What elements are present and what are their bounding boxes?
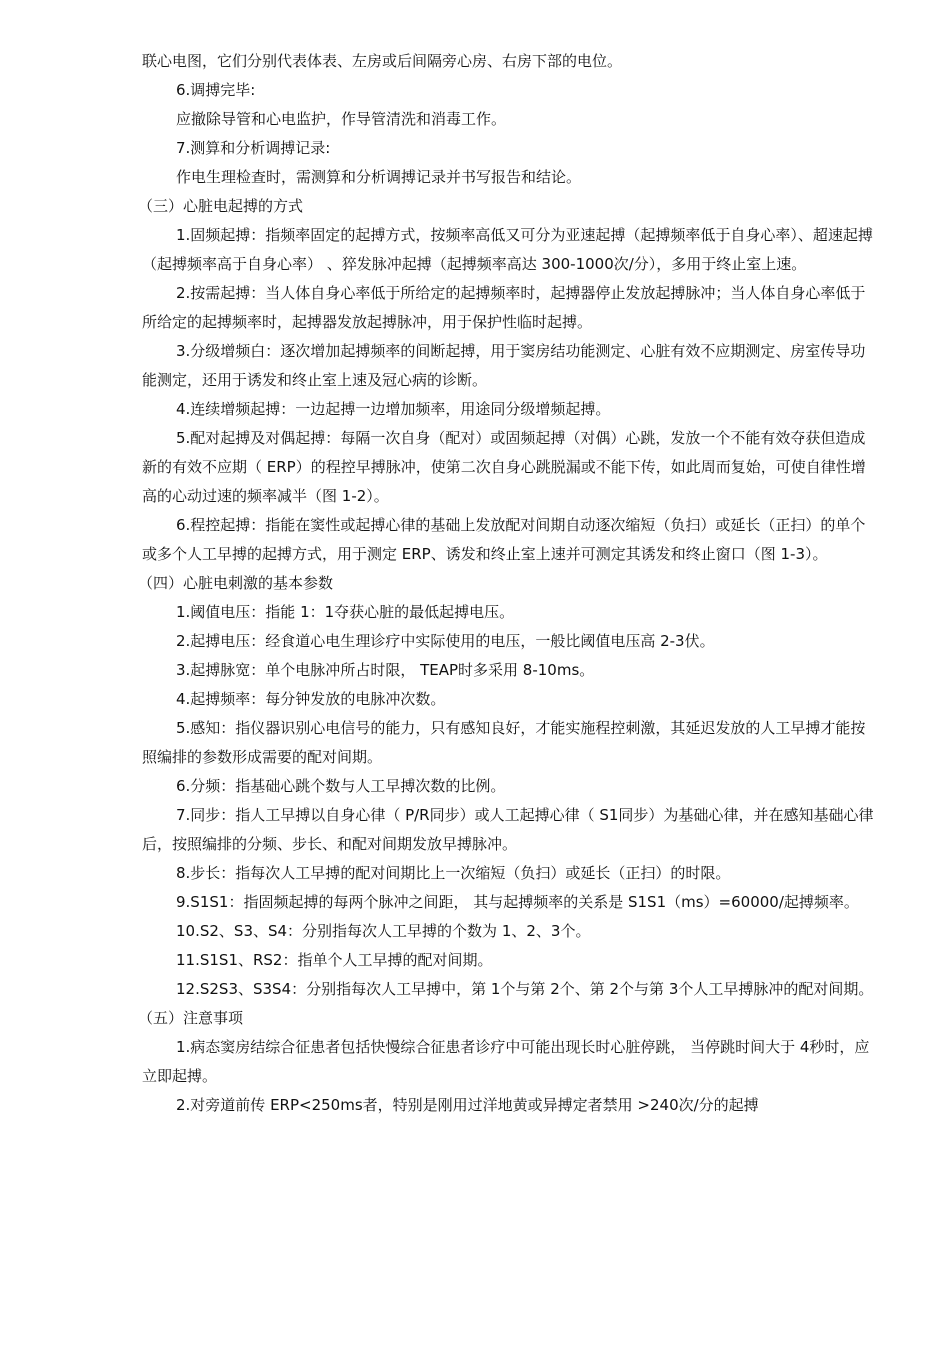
item-pacing-voltage: 2.起搏电压：经食道心电生理诊疗中实际使用的电压，一般比阈值电压高 2-3伏。 (176, 632, 715, 650)
item-fixed-rate-pacing: 1.固频起搏：指频率固定的起搏方式，按频率高低又可分为亚速起搏（起搏频率低于自身心率）、超速起搏（起搏频率高于自身心率） 、猝发脉冲起搏（起搏频率高达 300-1000次/分），多用于终止室上速。 (142, 226, 873, 273)
item-paired-coupled-pacing: 5.配对起搏及对偶起搏：每隔一次自身（配对）或固频起搏（对偶）心跳，发放一个不能有效夺获但造成新的有效不应期（ ERP）的程控早搏脉冲，使第二次自身心跳脱漏或不能下传，如此周而复始，可使自律性增高的心动过速的频率减半（图 1-2）。 (142, 429, 866, 505)
section-heading-precautions: （五）注意事项 (138, 1009, 244, 1027)
item-step-length: 8.步长：指每次人工早搏的配对间期比上一次缩短（负扫）或延长（正扫）的时限。 (176, 864, 731, 882)
paragraph-analyze-records-body: 作电生理检查时，需测算和分析调搏记录并书写报告和结论。 (176, 168, 582, 186)
item-pacing-rate: 4.起搏频率：每分钟发放的电脉冲次数。 (176, 690, 446, 708)
item-demand-pacing: 2.按需起搏：当人体自身心率低于所给定的起搏频率时，起搏器停止发放起搏脉冲；当人体自身心率低于所给定的起搏频率时，起搏器发放起搏脉冲，用于保护性临时起搏。 (142, 284, 866, 331)
item-s2s3-s3s4: 12.S2S3、S3S4：分别指每次人工早搏中，第 1个与第 2个、第 2个与第 3个人工早搏脉冲的配对间期。 (176, 980, 874, 998)
item-s2-s3-s4: 10.S2、S3、S4：分别指每次人工早搏的个数为 1、2、3个。 (176, 922, 591, 940)
item-continuous-incremental-pacing: 4.连续增频起搏：一边起搏一边增加频率，用途同分级增频起搏。 (176, 400, 611, 418)
item-accessory-pathway-precaution: 2.对旁道前传 ERP<250ms者，特别是刚用过洋地黄或异搏定者禁用 >240次/分的起搏 (176, 1096, 759, 1114)
item-s1s1-rs2: 11.S1S1、RS2：指单个人工早搏的配对间期。 (176, 951, 493, 969)
paragraph-continuation: 联心电图，它们分别代表体表、左房或后间隔旁心房、右房下部的电位。 (142, 52, 623, 70)
item-s1s1: 9.S1S1：指固频起搏的每两个脉冲之间距， 其与起搏频率的关系是 S1S1（ms）=60000/起搏频率。 (176, 893, 859, 911)
item-threshold-voltage: 1.阈值电压：指能 1：1夺获心脏的最低起搏电压。 (176, 603, 515, 621)
item-pulse-width: 3.起搏脉宽：单个电脉冲所占时限， TEAP时多采用 8-10ms。 (176, 661, 595, 679)
item-sensing: 5.感知：指仪器识别心电信号的能力，只有感知良好，才能实施程控刺激，其延迟发放的人工早搏才能按照编排的参数形成需要的配对间期。 (142, 719, 866, 766)
paragraph-pacing-complete-body: 应撤除导管和心电监护，作导管清洗和消毒工作。 (176, 110, 507, 128)
section-heading-pacing-modes: （三）心脏电起搏的方式 (138, 197, 304, 215)
item-frequency-division: 6.分频：指基础心跳个数与人工早搏次数的比例。 (176, 777, 506, 795)
item-synchronization: 7.同步：指人工早搏以自身心律（ P/R同步）或人工起搏心律（ S1同步）为基础心律，并在感知基础心律后，按照编排的分频、步长、和配对间期发放早搏脉冲。 (142, 806, 874, 853)
item-analyze-records: 7.测算和分析调搏记录: (176, 139, 331, 157)
item-programmed-pacing: 6.程控起搏：指能在窦性或起搏心律的基础上发放配对间期自动逐次缩短（负扫）或延长（正扫）的单个或多个人工早搏的起搏方式，用于测定 ERP、诱发和终止室上速并可测定其诱发和终止窗口（图 1-3）。 (142, 516, 866, 563)
section-heading-stimulation-parameters: （四）心脏电刺激的基本参数 (138, 574, 334, 592)
item-incremental-pacing: 3.分级增频白：逐次增加起搏频率的间断起搏，用于窦房结功能测定、心脏有效不应期测定、房室传导功能测定，还用于诱发和终止室上速及冠心病的诊断。 (142, 342, 866, 389)
item-sick-sinus-precaution: 1.病态窦房结综合征患者包括快慢综合征患者诊疗中可能出现长时心脏停跳， 当停跳时间大于 4秒时，应立即起搏。 (142, 1038, 870, 1085)
item-pacing-complete: 6.调搏完毕: (176, 81, 256, 99)
